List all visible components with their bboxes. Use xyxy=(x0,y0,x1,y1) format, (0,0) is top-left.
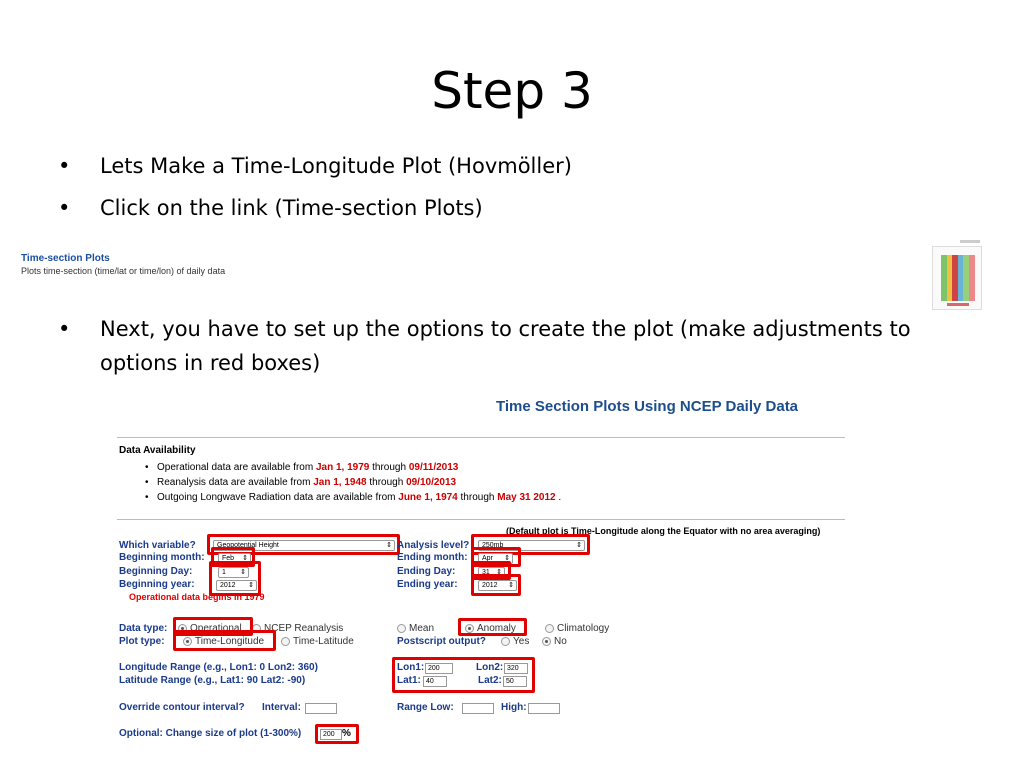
bullet-dot: • xyxy=(58,317,71,341)
lon2-input[interactable]: 320 xyxy=(504,663,528,674)
lon1-input[interactable]: 200 xyxy=(425,663,453,674)
longitude-range-label: Longitude Range (e.g., Lon1: 0 Lon2: 360) xyxy=(119,662,318,673)
highlight-box xyxy=(315,724,359,744)
latitude-range-label: Latitude Range (e.g., Lat1: 90 Lat2: -90) xyxy=(119,675,306,686)
plot-type-time-latitude-radio[interactable] xyxy=(281,636,354,647)
time-section-description: Plots time-section (time/lat or time/lon) of daily data xyxy=(21,266,226,276)
radio-label: Time-Latitude xyxy=(293,636,354,647)
bullet-text: Lets Make a Time-Longitude Plot (Hovmöller) xyxy=(100,154,572,178)
ending-year-value: 2012 xyxy=(482,582,498,589)
availability-end-date: 09/11/2013 xyxy=(408,462,459,473)
radio-icon xyxy=(281,637,290,646)
highlight-box xyxy=(471,574,521,596)
divider xyxy=(117,437,845,438)
bullet-item xyxy=(58,312,978,380)
slide-title: Step 3 xyxy=(431,62,593,120)
beginning-year-value: 2012 xyxy=(220,582,236,589)
availability-start-date: Jan 1, 1979 xyxy=(315,462,370,473)
lat1-input[interactable]: 40 xyxy=(423,676,447,687)
highlight-box xyxy=(458,618,527,636)
availability-item xyxy=(145,490,561,505)
data-type-label: Data type: xyxy=(119,623,168,634)
availability-text: through xyxy=(369,462,409,473)
lat2-input[interactable]: 50 xyxy=(503,676,527,687)
select-arrow-icon: ⇕ xyxy=(242,555,248,562)
availability-text: through xyxy=(457,492,498,503)
availability-text: Outgoing Longwave Radiation data are available from xyxy=(157,492,399,503)
availability-text: . xyxy=(555,492,562,503)
highlight-box xyxy=(392,657,535,693)
beginning-month-label: Beginning month: xyxy=(119,552,205,563)
availability-end-date: 09/10/2013 xyxy=(406,477,457,488)
availability-item xyxy=(145,475,561,490)
percent-sign: % xyxy=(342,728,351,739)
divider xyxy=(117,519,845,520)
radio-label: NCEP Reanalysis xyxy=(264,623,344,634)
ending-month-label: Ending month: xyxy=(397,552,468,563)
lat2-label: Lat2: xyxy=(478,675,502,686)
radio-icon xyxy=(545,624,554,633)
range-high-label: High: xyxy=(501,702,527,713)
radio-label: Yes xyxy=(513,636,530,647)
availability-text: Reanalysis data are available from xyxy=(157,477,314,488)
select-arrow-icon: ⇕ xyxy=(248,582,254,589)
analysis-level-label: Analysis level? xyxy=(397,540,470,551)
beginning-month-value: Feb xyxy=(222,555,235,562)
availability-text: Operational data are available from xyxy=(157,462,316,473)
availability-item xyxy=(145,460,561,475)
radio-label: Anomaly xyxy=(477,623,516,634)
climatology-radio[interactable] xyxy=(545,623,609,634)
interval-label: Interval: xyxy=(262,702,301,713)
which-variable-label: Which variable? xyxy=(119,540,196,551)
bullet-text: Click on the link (Time-section Plots) xyxy=(100,196,483,220)
hovmoller-thumbnail-icon xyxy=(933,247,981,309)
radio-label: Climatology xyxy=(557,623,610,634)
availability-list xyxy=(145,460,561,505)
operational-data-note: Operational data begins in 1979 xyxy=(129,592,265,602)
lat1-label: Lat1: xyxy=(397,675,421,686)
interval-input[interactable] xyxy=(305,703,337,714)
radio-label: Mean xyxy=(409,623,435,634)
bullet-list-top xyxy=(58,148,572,226)
radio-label: No xyxy=(554,636,567,647)
select-arrow-icon: ⇕ xyxy=(240,569,246,576)
plot-size-input[interactable]: 200 xyxy=(320,729,342,740)
highlight-box xyxy=(173,630,276,651)
availability-heading: Data Availability xyxy=(119,445,196,456)
form-page-title: Time Section Plots Using NCEP Daily Data xyxy=(496,398,799,415)
postscript-yes-radio[interactable] xyxy=(501,636,529,647)
mean-radio[interactable] xyxy=(397,623,434,634)
range-low-label: Range Low: xyxy=(397,702,454,713)
plot-thumbnail-image[interactable] xyxy=(932,246,982,310)
ending-day-label: Ending Day: xyxy=(397,566,456,577)
default-plot-note: (Default plot is Time-Longitude along the Equator with no area averaging) xyxy=(506,526,821,536)
beginning-day-value: 1 xyxy=(222,569,226,576)
availability-start-date: Jan 1, 1948 xyxy=(313,477,367,488)
range-high-input[interactable] xyxy=(528,703,560,714)
beginning-day-label: Beginning Day: xyxy=(119,566,193,577)
analysis-level-value: 250mb xyxy=(482,542,504,549)
range-low-input[interactable] xyxy=(462,703,494,714)
availability-start-date: June 1, 1974 xyxy=(398,492,458,503)
select-arrow-icon: ⇕ xyxy=(504,555,510,562)
lon1-label: Lon1: xyxy=(397,662,425,673)
bullet-text: Next, you have to set up the options to create the plot (make adjustments to options in red boxes) xyxy=(100,317,911,375)
beginning-year-label: Beginning year: xyxy=(119,579,195,590)
radio-label: Time-Longitude xyxy=(195,636,265,647)
select-arrow-icon: ⇕ xyxy=(496,569,502,576)
plot-size-label: Optional: Change size of plot (1-300%) xyxy=(119,728,302,739)
ending-day-value: 31 xyxy=(482,569,490,576)
radio-icon xyxy=(501,637,510,646)
bullet-item xyxy=(58,190,572,226)
availability-end-date: May 31 2012 xyxy=(497,492,556,503)
time-section-plots-link[interactable]: Time-section Plots xyxy=(21,253,110,264)
radio-label: Operational xyxy=(190,623,242,634)
ending-year-label: Ending year: xyxy=(397,579,458,590)
plot-type-label: Plot type: xyxy=(119,636,165,647)
select-arrow-icon: ⇕ xyxy=(386,542,392,549)
ending-month-value: Apr xyxy=(482,555,493,562)
bullet-item xyxy=(58,148,572,184)
bullet-dot: • xyxy=(58,196,71,220)
radio-icon xyxy=(397,624,406,633)
override-contour-label: Override contour interval? xyxy=(119,702,245,713)
bullet-list-bottom xyxy=(58,312,978,380)
variable-select-value: Geopotential Height xyxy=(217,542,279,549)
thumbnail-caption xyxy=(960,240,980,243)
highlight-box xyxy=(209,561,261,596)
postscript-no-radio[interactable] xyxy=(542,636,567,647)
select-arrow-icon: ⇕ xyxy=(508,582,514,589)
availability-text: through xyxy=(366,477,407,488)
radio-selected-icon xyxy=(542,637,551,646)
bullet-dot: • xyxy=(58,154,71,178)
select-arrow-icon: ⇕ xyxy=(576,542,582,549)
lon2-label: Lon2: xyxy=(476,662,504,673)
postscript-output-label: Postscript output? xyxy=(397,636,486,647)
